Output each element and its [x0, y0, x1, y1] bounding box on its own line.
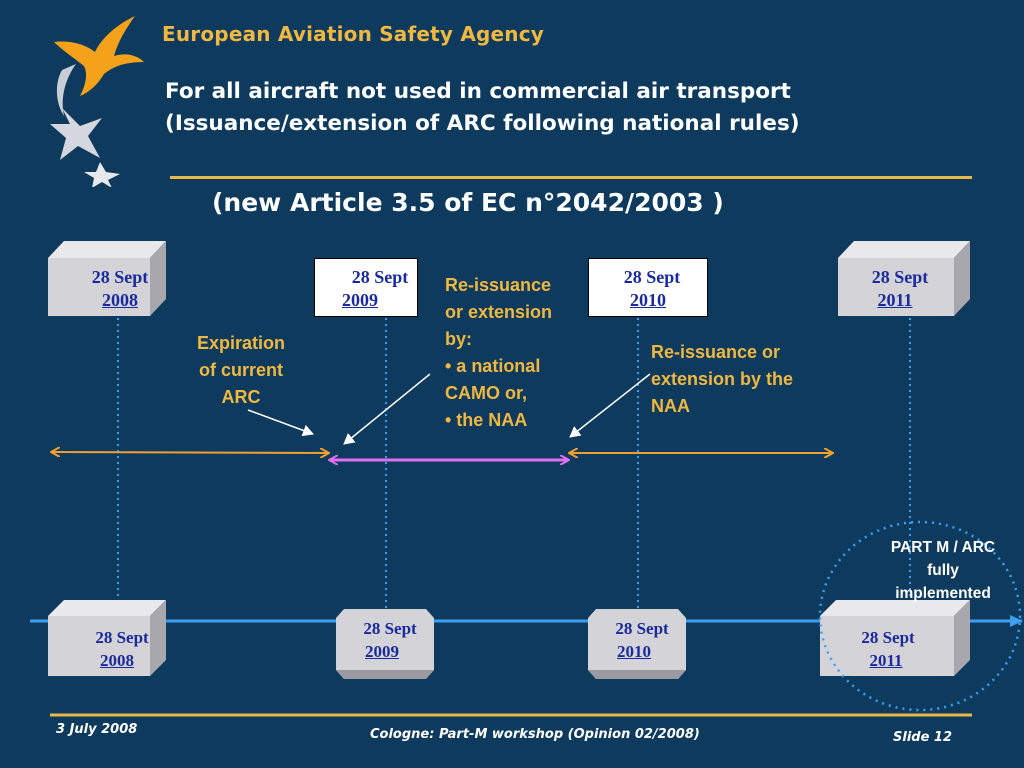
- footer-date: 3 July 2008: [56, 722, 138, 737]
- agency-name: European Aviation Safety Agency: [162, 22, 545, 46]
- footer-event: Cologne: Part-M workshop (Opinion 02/2008): [370, 727, 700, 742]
- reissuance-naa-note: Re-issuance or extension by the NAA: [651, 342, 794, 416]
- bottom-date-2009: 28 Sept 2009: [363, 619, 417, 661]
- subtitle-line-2: (Issuance/extension of ARC following national rules): [165, 111, 800, 136]
- period-arrow-2008-2009: [52, 452, 328, 453]
- subtitle-line-1: For all aircraft not used in commercial air transport: [165, 79, 791, 104]
- article-reference: (new Article 3.5 of EC n°2042/2003 ): [212, 188, 724, 217]
- bottom-date-2011: 28 Sept 2011: [861, 628, 915, 670]
- top-date-2008: 28 Sept 2008: [91, 267, 149, 310]
- reissuance-national-note: Re-issuance or extension by: • a national CAMO or, • the NAA: [445, 275, 553, 430]
- expiration-note: Expiration of current ARC: [196, 333, 285, 407]
- top-date-2011: 28 Sept 2011: [871, 267, 929, 310]
- partm-implemented-note: PART M / ARC fully implemented: [890, 539, 996, 602]
- bottom-date-2010: 28 Sept 2010: [615, 619, 669, 661]
- bottom-date-2008: 28 Sept 2008: [95, 628, 149, 670]
- pointer-expiration: [248, 410, 313, 434]
- top-date-2010: 28 Sept 2010: [623, 267, 681, 310]
- top-date-2009: 28 Sept 2009: [342, 267, 409, 310]
- slide-number: Slide 12: [893, 730, 953, 745]
